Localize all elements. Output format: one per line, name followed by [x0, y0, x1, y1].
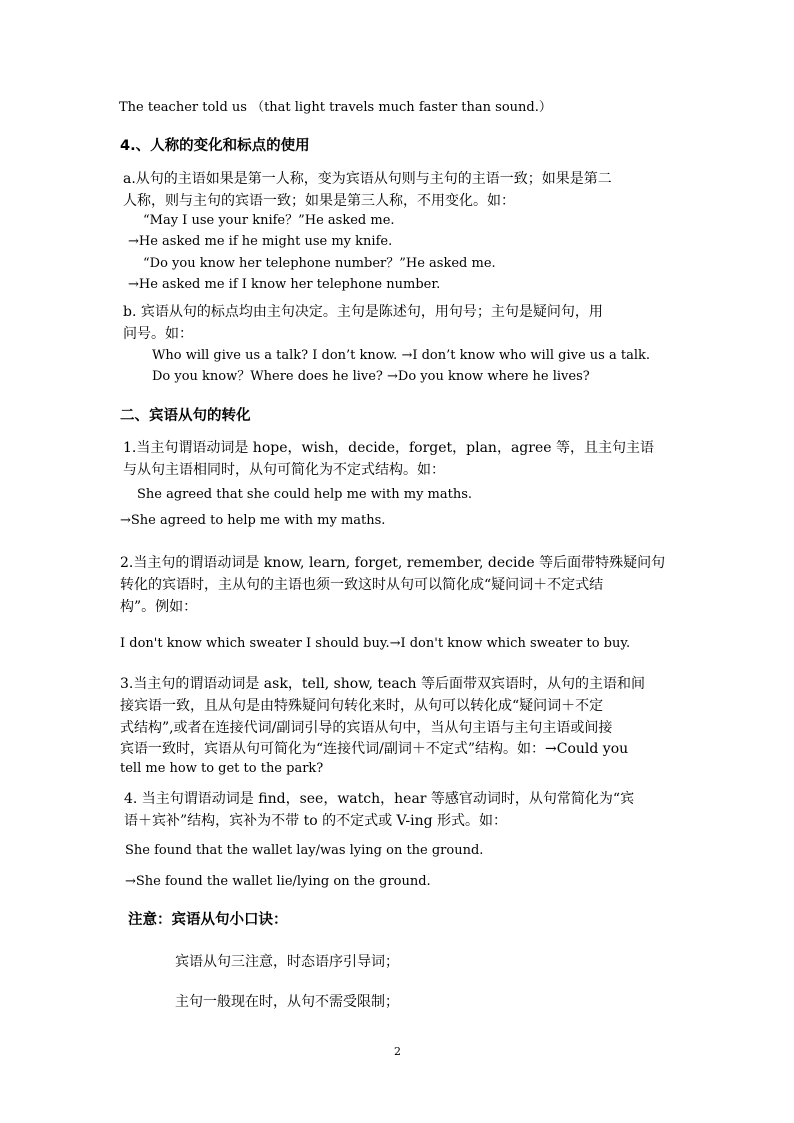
example-line: “Do you know her telephone number？”He asked me.: [143, 256, 496, 271]
body-text: 4. 当主句谓语动词是 find，see，watch，hear 等感官动词时，从句常简化为“宾: [124, 791, 635, 807]
body-text: 转化的宾语时，主从句的主语也须一致这时从句可以简化成“疑问词＋不定式结: [120, 577, 604, 593]
example-line: The teacher told us （that light travels much faster than sound.）: [119, 100, 552, 115]
body-text: 宾语一致时，宾语从句可简化为“连接代词/副词＋不定式”结构。如：→Could you: [120, 741, 629, 757]
example-line: I don't know which sweater I should buy.→I don't know which sweater to buy.: [120, 636, 631, 651]
example-line: Do you know？Where does he live? →Do you know where he lives?: [152, 369, 590, 384]
rhyme-line: 主句一般现在时，从句不需受限制；: [175, 994, 399, 1010]
body-text: 接宾语一致，且从句是由特殊疑问句转化来时，从句可以转化成“疑问词＋不定: [120, 698, 604, 714]
body-text: 人称，则与主句的宾语一致；如果是第三人称，不用变化。如：: [123, 193, 515, 209]
example-line: →She agreed to help me with my maths.: [120, 513, 386, 528]
example-line: She agreed that she could help me with my maths.: [137, 487, 473, 502]
example-line: →She found the wallet lie/lying on the ground.: [125, 874, 431, 889]
section-heading: 二、宾语从句的转化: [120, 408, 251, 424]
example-line: →He asked me if I know her telephone number.: [128, 277, 441, 292]
body-text: 与从句主语相同时，从句可简化为不定式结构。如：: [123, 462, 445, 478]
page-number: 2: [394, 1045, 401, 1058]
body-text: 式结构”,或者在连接代词/副词引导的宾语从句中，当从句主语与主句主语或间接: [120, 720, 613, 736]
body-text: 1.当主句谓语动词是 hope，wish，decide，forget，plan，agree 等，且主句主语: [123, 440, 654, 456]
note-heading: 注意：宾语从句小口诀：: [128, 912, 288, 928]
section-heading: 4.、人称的变化和标点的使用: [120, 138, 310, 154]
body-text: a.从句的主语如果是第一人称，变为宾语从句则与主句的主语一致；如果是第二: [123, 171, 612, 187]
body-text: 语＋宾补”结构，宾补为不带 to 的不定式或 V-ing 形式。如：: [124, 813, 508, 829]
body-text: b. 宾语从句的标点均由主句决定。主句是陈述句，用句号；主句是疑问句，用: [123, 304, 603, 320]
rhyme-line: 宾语从句三注意，时态语序引导词；: [175, 954, 399, 970]
body-text: 3.当主句的谓语动词是 ask，tell, show, teach 等后面带双宾语时，从句的主语和间: [120, 676, 646, 692]
example-line: tell me how to get to the park?: [120, 761, 324, 776]
example-line: →He asked me if he might use my knife.: [128, 234, 393, 249]
example-line: “May I use your knife？”He asked me.: [143, 213, 395, 228]
body-text: 问号。如：: [123, 326, 193, 342]
example-line: Who will give us a talk? I don’t know. →I don’t know who will give us a talk.: [152, 348, 650, 363]
body-text: 2.当主句的谓语动词是 know, learn, forget, remember, decide 等后面带特殊疑问句: [120, 555, 666, 571]
example-line: She found that the wallet lay/was lying on the ground.: [125, 843, 484, 858]
body-text: 构”。例如：: [120, 599, 198, 615]
